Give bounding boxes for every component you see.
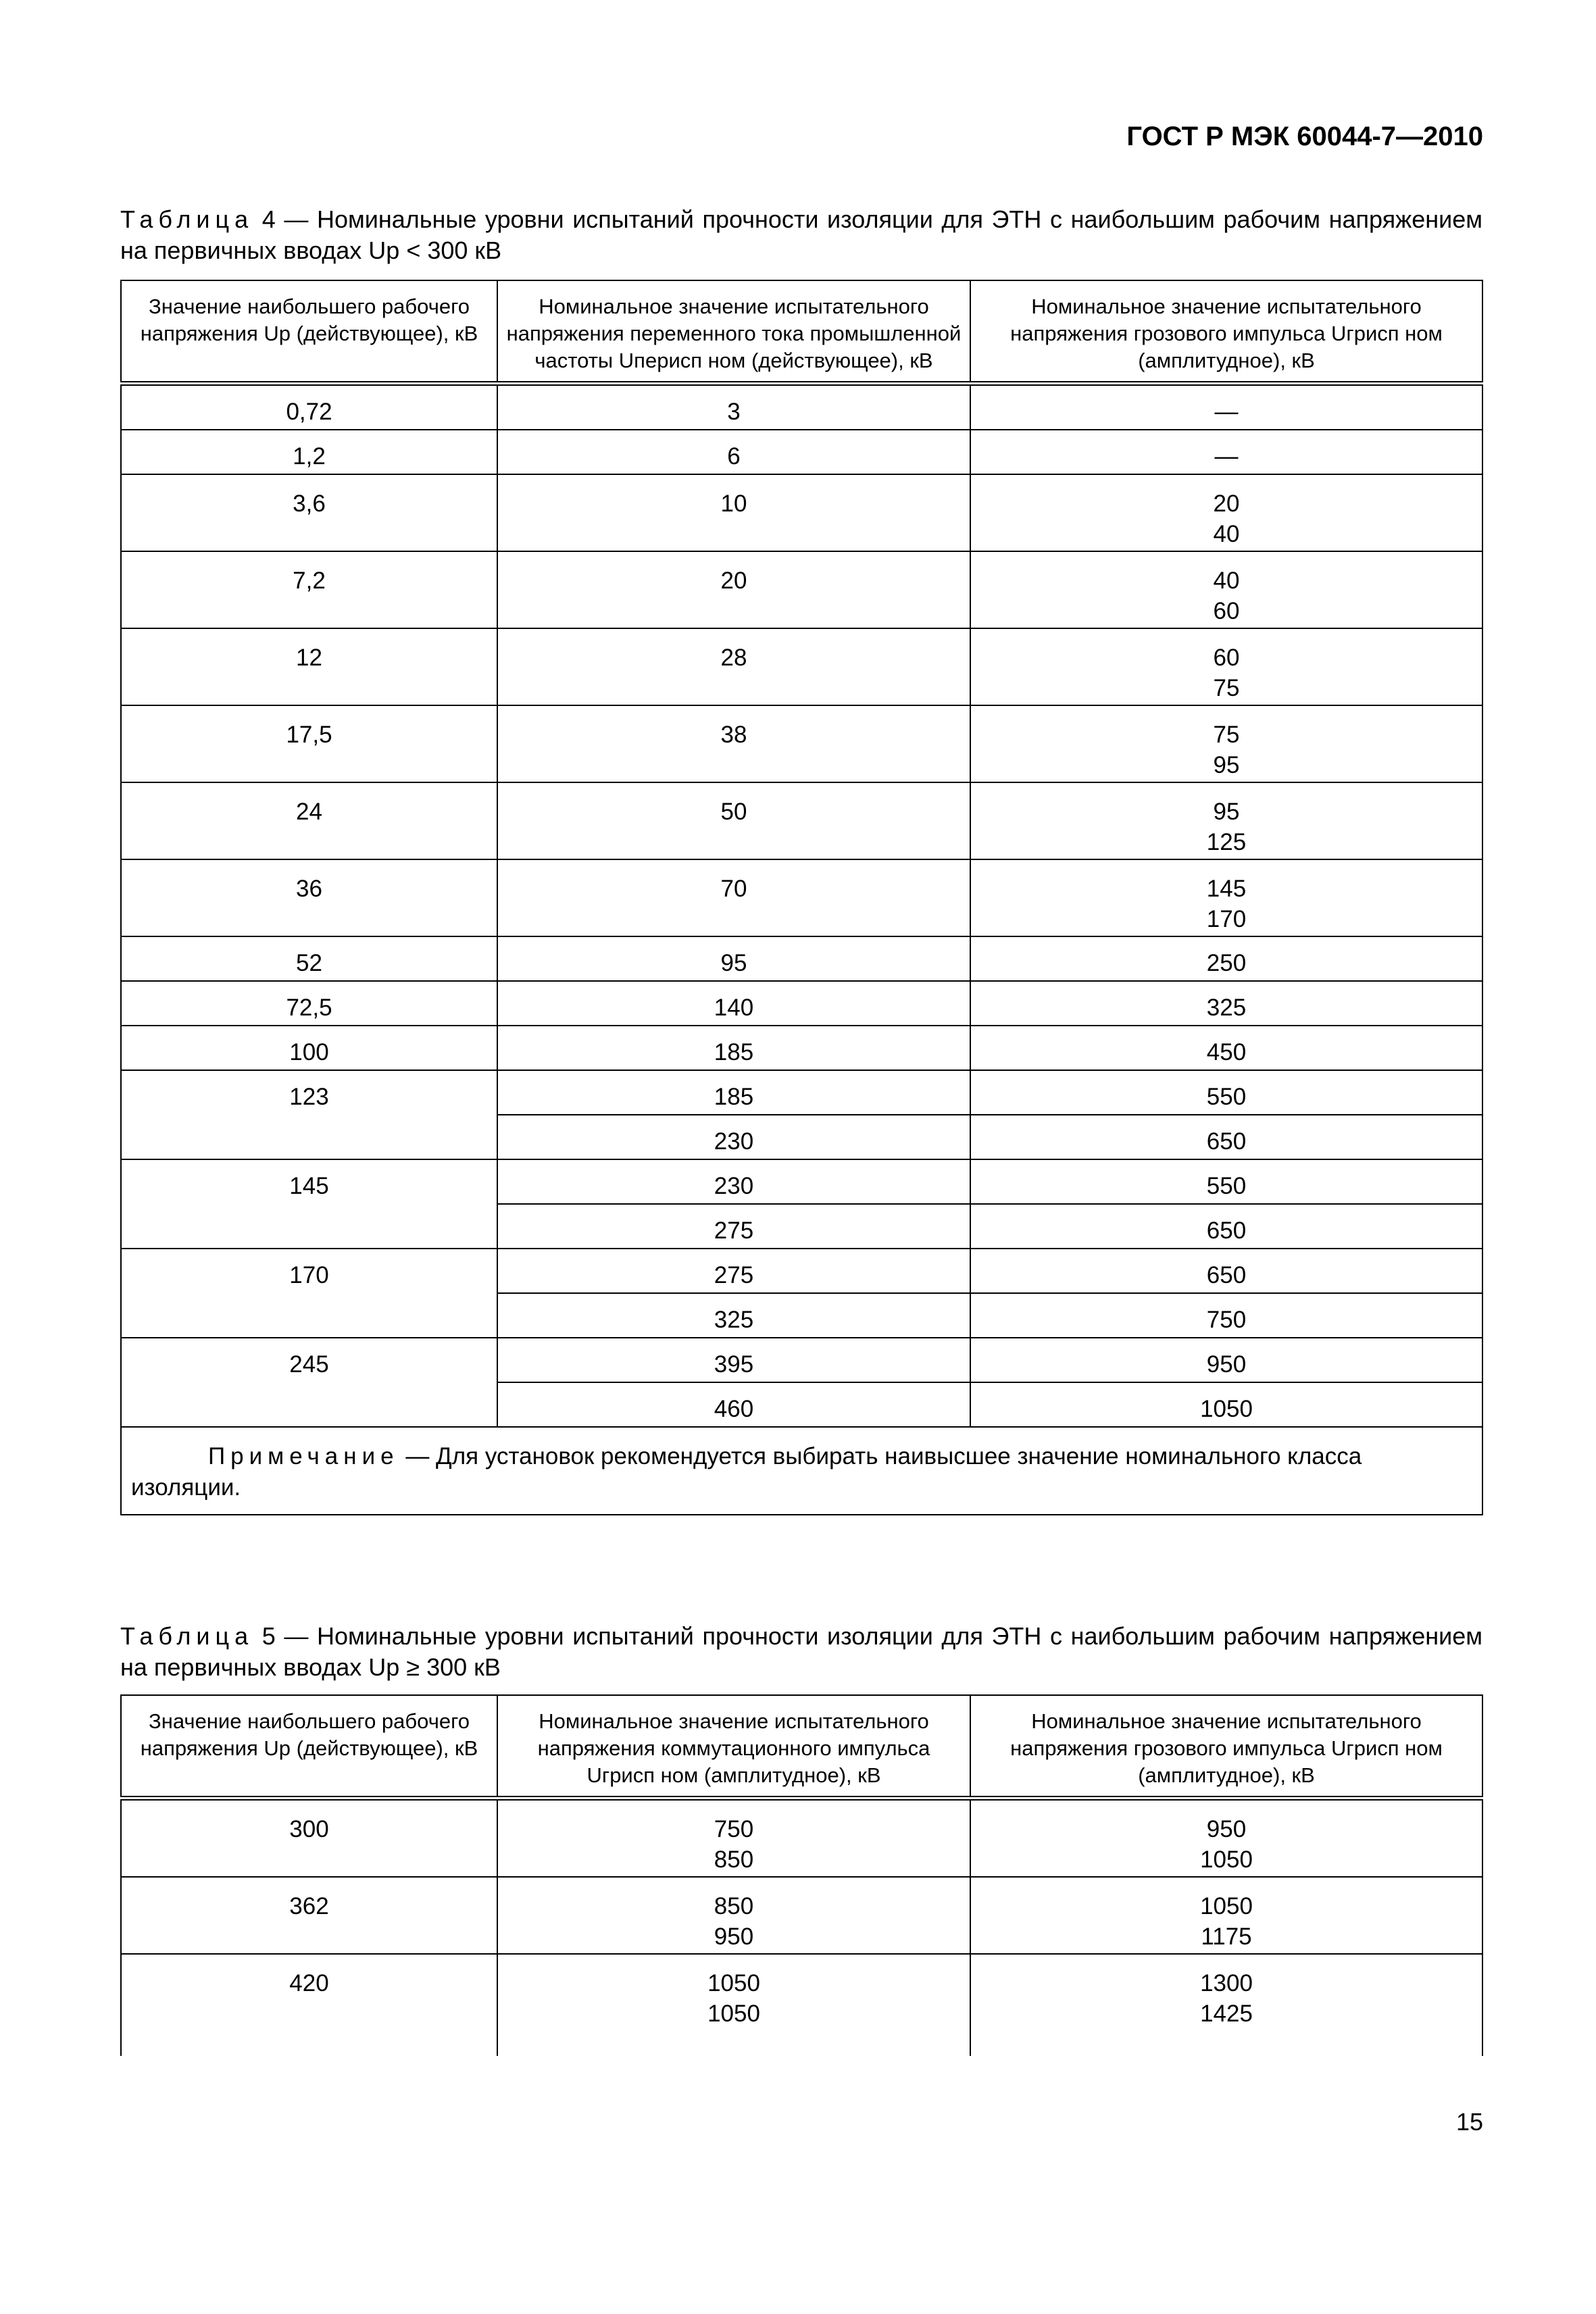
cell-ac-test-voltage: 275 [497,1204,970,1249]
cell-lightning-impulse [970,430,1482,474]
cell-lightning-impulse-value: 60 [1213,645,1240,671]
table-row [121,1954,1482,2056]
table-row [121,474,1482,551]
cell-lightning-impulse-value: — [1214,399,1239,425]
cell-ac-test-voltage-value: 140 [714,995,754,1021]
cell-lightning-impulse: 650 [970,1249,1482,1293]
table4-header-voltage: Значение наибольшего рабочего напряжения Uр (действующее), кВ [121,280,497,384]
table4-note [121,1427,1482,1515]
table-row [121,782,1482,859]
cell-lightning-impulse-value: — [1214,443,1239,470]
cell-lightning-impulse-value: 250 [1206,950,1247,976]
cell-lightning-impulse: 650 [970,1204,1482,1249]
table-row [121,1799,1482,1878]
cell-lightning-impulse-value: 40 [1213,521,1240,547]
cell-ac-test-voltage-value: 38 [720,722,747,748]
cell-lightning-impulse [970,782,1482,859]
table5 [120,1694,1483,2056]
cell-rated-voltage: 12 [121,628,497,705]
cell-rated-voltage: 52 [121,936,497,981]
cell-ac-test-voltage [497,551,970,628]
cell-lightning-impulse [970,1799,1482,1878]
cell-rated-voltage: 1,2 [121,430,497,474]
cell-ac-test-voltage: 275 [497,1249,970,1293]
table-row [121,551,1482,628]
cell-switching-impulse [497,1877,970,1954]
table4-caption [120,204,1482,266]
table-row [121,1338,1482,1382]
cell-lightning-impulse-value: 20 [1213,491,1240,517]
cell-ac-test-voltage-value: 185 [714,1039,754,1065]
cell-lightning-impulse-value: 95 [1213,752,1240,778]
cell-lightning-impulse-value: 75 [1213,722,1240,748]
cell-lightning-impulse-value: 40 [1213,568,1240,594]
table-row [121,981,1482,1026]
cell-lightning-impulse [970,551,1482,628]
cell-lightning-impulse [970,474,1482,551]
table-row [121,1070,1482,1115]
table4-body [121,384,1482,1428]
table-row [121,430,1482,474]
cell-ac-test-voltage: 395 [497,1338,970,1382]
cell-lightning-impulse-value: 125 [1206,829,1247,855]
cell-switching-impulse [497,1954,970,2056]
cell-ac-test-voltage [497,859,970,936]
cell-rated-voltage: 362 [121,1877,497,1954]
cell-ac-test-voltage [497,384,970,430]
cell-rated-voltage: 0,72 [121,384,497,430]
table5-body [121,1799,1482,2057]
table-row [121,1026,1482,1070]
cell-switching-impulse [497,1799,970,1878]
cell-rated-voltage: 300 [121,1799,497,1878]
cell-ac-test-voltage-value: 95 [720,950,747,976]
cell-rated-voltage: 170 [121,1249,497,1338]
cell-lightning-impulse-value: 1300 [1200,1970,1253,1996]
table5-caption [120,1621,1482,1683]
table4-header-ac-test: Номинальное значение испытательного напряжения переменного тока промышленной частоты Uперисп ном (действующее), кВ [497,280,970,384]
table5-header-lightning: Номинальное значение испытательного напряжения грозового импульса Uгрисп ном (амплитудное), кВ [970,1695,1482,1799]
cell-rated-voltage: 3,6 [121,474,497,551]
cell-ac-test-voltage: 325 [497,1293,970,1338]
table4-note-word: Примечание [208,1443,399,1469]
table-row [121,705,1482,782]
cell-lightning-impulse-value: 325 [1206,995,1247,1021]
cell-rated-voltage: 100 [121,1026,497,1070]
cell-rated-voltage: 245 [121,1338,497,1427]
table-row [121,628,1482,705]
cell-lightning-impulse [970,981,1482,1026]
cell-lightning-impulse-value: 950 [1206,1816,1247,1842]
cell-lightning-impulse [970,1877,1482,1954]
cell-rated-voltage: 72,5 [121,981,497,1026]
cell-ac-test-voltage-value: 3 [727,399,741,425]
table4 [120,280,1483,1515]
cell-switching-impulse-value: 850 [714,1846,754,1873]
cell-ac-test-voltage [497,430,970,474]
table-row [121,936,1482,981]
table-row [121,859,1482,936]
cell-ac-test-voltage-value: 28 [720,645,747,671]
cell-lightning-impulse-value: 95 [1213,799,1240,825]
cell-rated-voltage: 17,5 [121,705,497,782]
cell-lightning-impulse-value: 145 [1206,876,1247,902]
cell-ac-test-voltage [497,474,970,551]
cell-rated-voltage: 145 [121,1159,497,1249]
cell-ac-test-voltage-value: 20 [720,568,747,594]
cell-lightning-impulse-value: 1175 [1201,1923,1252,1950]
table4-caption-text: 4 — Номинальные уровни испытаний прочности изоляции для ЭТН с наибольшим рабочим напряжением на первичных вводах Uр < 300 кВ [120,205,1482,264]
cell-lightning-impulse-value: 60 [1213,598,1240,624]
cell-lightning-impulse-value: 450 [1206,1039,1247,1065]
cell-lightning-impulse-value: 1425 [1200,2001,1253,2027]
table5-caption-text: 5 — Номинальные уровни испытаний прочности изоляции для ЭТН с наибольшим рабочим напряжением на первичных вводах Uр ≥ 300 кВ [120,1622,1482,1681]
page-number: 15 [1455,2108,1483,2136]
cell-switching-impulse-value: 1050 [707,2001,760,2027]
cell-switching-impulse-value: 950 [714,1923,754,1950]
cell-ac-test-voltage-value: 10 [720,491,747,517]
cell-lightning-impulse: 650 [970,1115,1482,1159]
cell-lightning-impulse [970,936,1482,981]
document-header: ГОСТ Р МЭК 60044-7—2010 [1126,122,1483,151]
cell-lightning-impulse: 550 [970,1070,1482,1115]
table-row [121,1249,1482,1293]
table-row [121,1877,1482,1954]
cell-ac-test-voltage [497,981,970,1026]
cell-switching-impulse-value: 850 [714,1893,754,1919]
cell-lightning-impulse [970,628,1482,705]
cell-rated-voltage: 24 [121,782,497,859]
cell-ac-test-voltage-value: 6 [727,443,741,470]
cell-lightning-impulse-value: 75 [1213,675,1240,701]
cell-lightning-impulse [970,384,1482,430]
cell-lightning-impulse: 1050 [970,1382,1482,1427]
table4-header-lightning: Номинальное значение испытательного напряжения грозового импульса Uгрисп ном (амплитудное), кВ [970,280,1482,384]
cell-rated-voltage: 420 [121,1954,497,2056]
cell-lightning-impulse: 750 [970,1293,1482,1338]
cell-ac-test-voltage-value: 50 [720,799,747,825]
cell-lightning-impulse [970,705,1482,782]
cell-ac-test-voltage: 230 [497,1115,970,1159]
cell-lightning-impulse-value: 1050 [1200,1846,1253,1873]
cell-switching-impulse-value: 750 [714,1816,754,1842]
cell-lightning-impulse [970,859,1482,936]
cell-ac-test-voltage: 185 [497,1070,970,1115]
cell-lightning-impulse-value: 170 [1206,906,1247,932]
cell-rated-voltage: 123 [121,1070,497,1159]
table-row [121,1159,1482,1204]
cell-lightning-impulse-value: 1050 [1200,1893,1253,1919]
cell-lightning-impulse [970,1026,1482,1070]
cell-ac-test-voltage [497,782,970,859]
cell-rated-voltage: 7,2 [121,551,497,628]
cell-ac-test-voltage-value: 70 [720,876,747,902]
cell-ac-test-voltage [497,936,970,981]
cell-switching-impulse-value: 1050 [707,1970,760,1996]
table5-header-switching: Номинальное значение испытательного напряжения коммутационного импульса Uгрисп ном (амплитудное), кВ [497,1695,970,1799]
cell-ac-test-voltage [497,628,970,705]
cell-ac-test-voltage: 230 [497,1159,970,1204]
cell-lightning-impulse: 550 [970,1159,1482,1204]
table4-note-text: — Для установок рекомендуется выбирать наивысшее значение номинального класса изоляции. [131,1443,1362,1501]
cell-rated-voltage: 36 [121,859,497,936]
cell-ac-test-voltage [497,1026,970,1070]
cell-lightning-impulse: 950 [970,1338,1482,1382]
table4-caption-word: Таблица [120,205,254,233]
cell-lightning-impulse [970,1954,1482,2056]
table-row [121,384,1482,430]
cell-ac-test-voltage [497,705,970,782]
cell-ac-test-voltage: 460 [497,1382,970,1427]
table5-header-voltage: Значение наибольшего рабочего напряжения Uр (действующее), кВ [121,1695,497,1799]
table5-caption-word: Таблица [120,1622,254,1650]
